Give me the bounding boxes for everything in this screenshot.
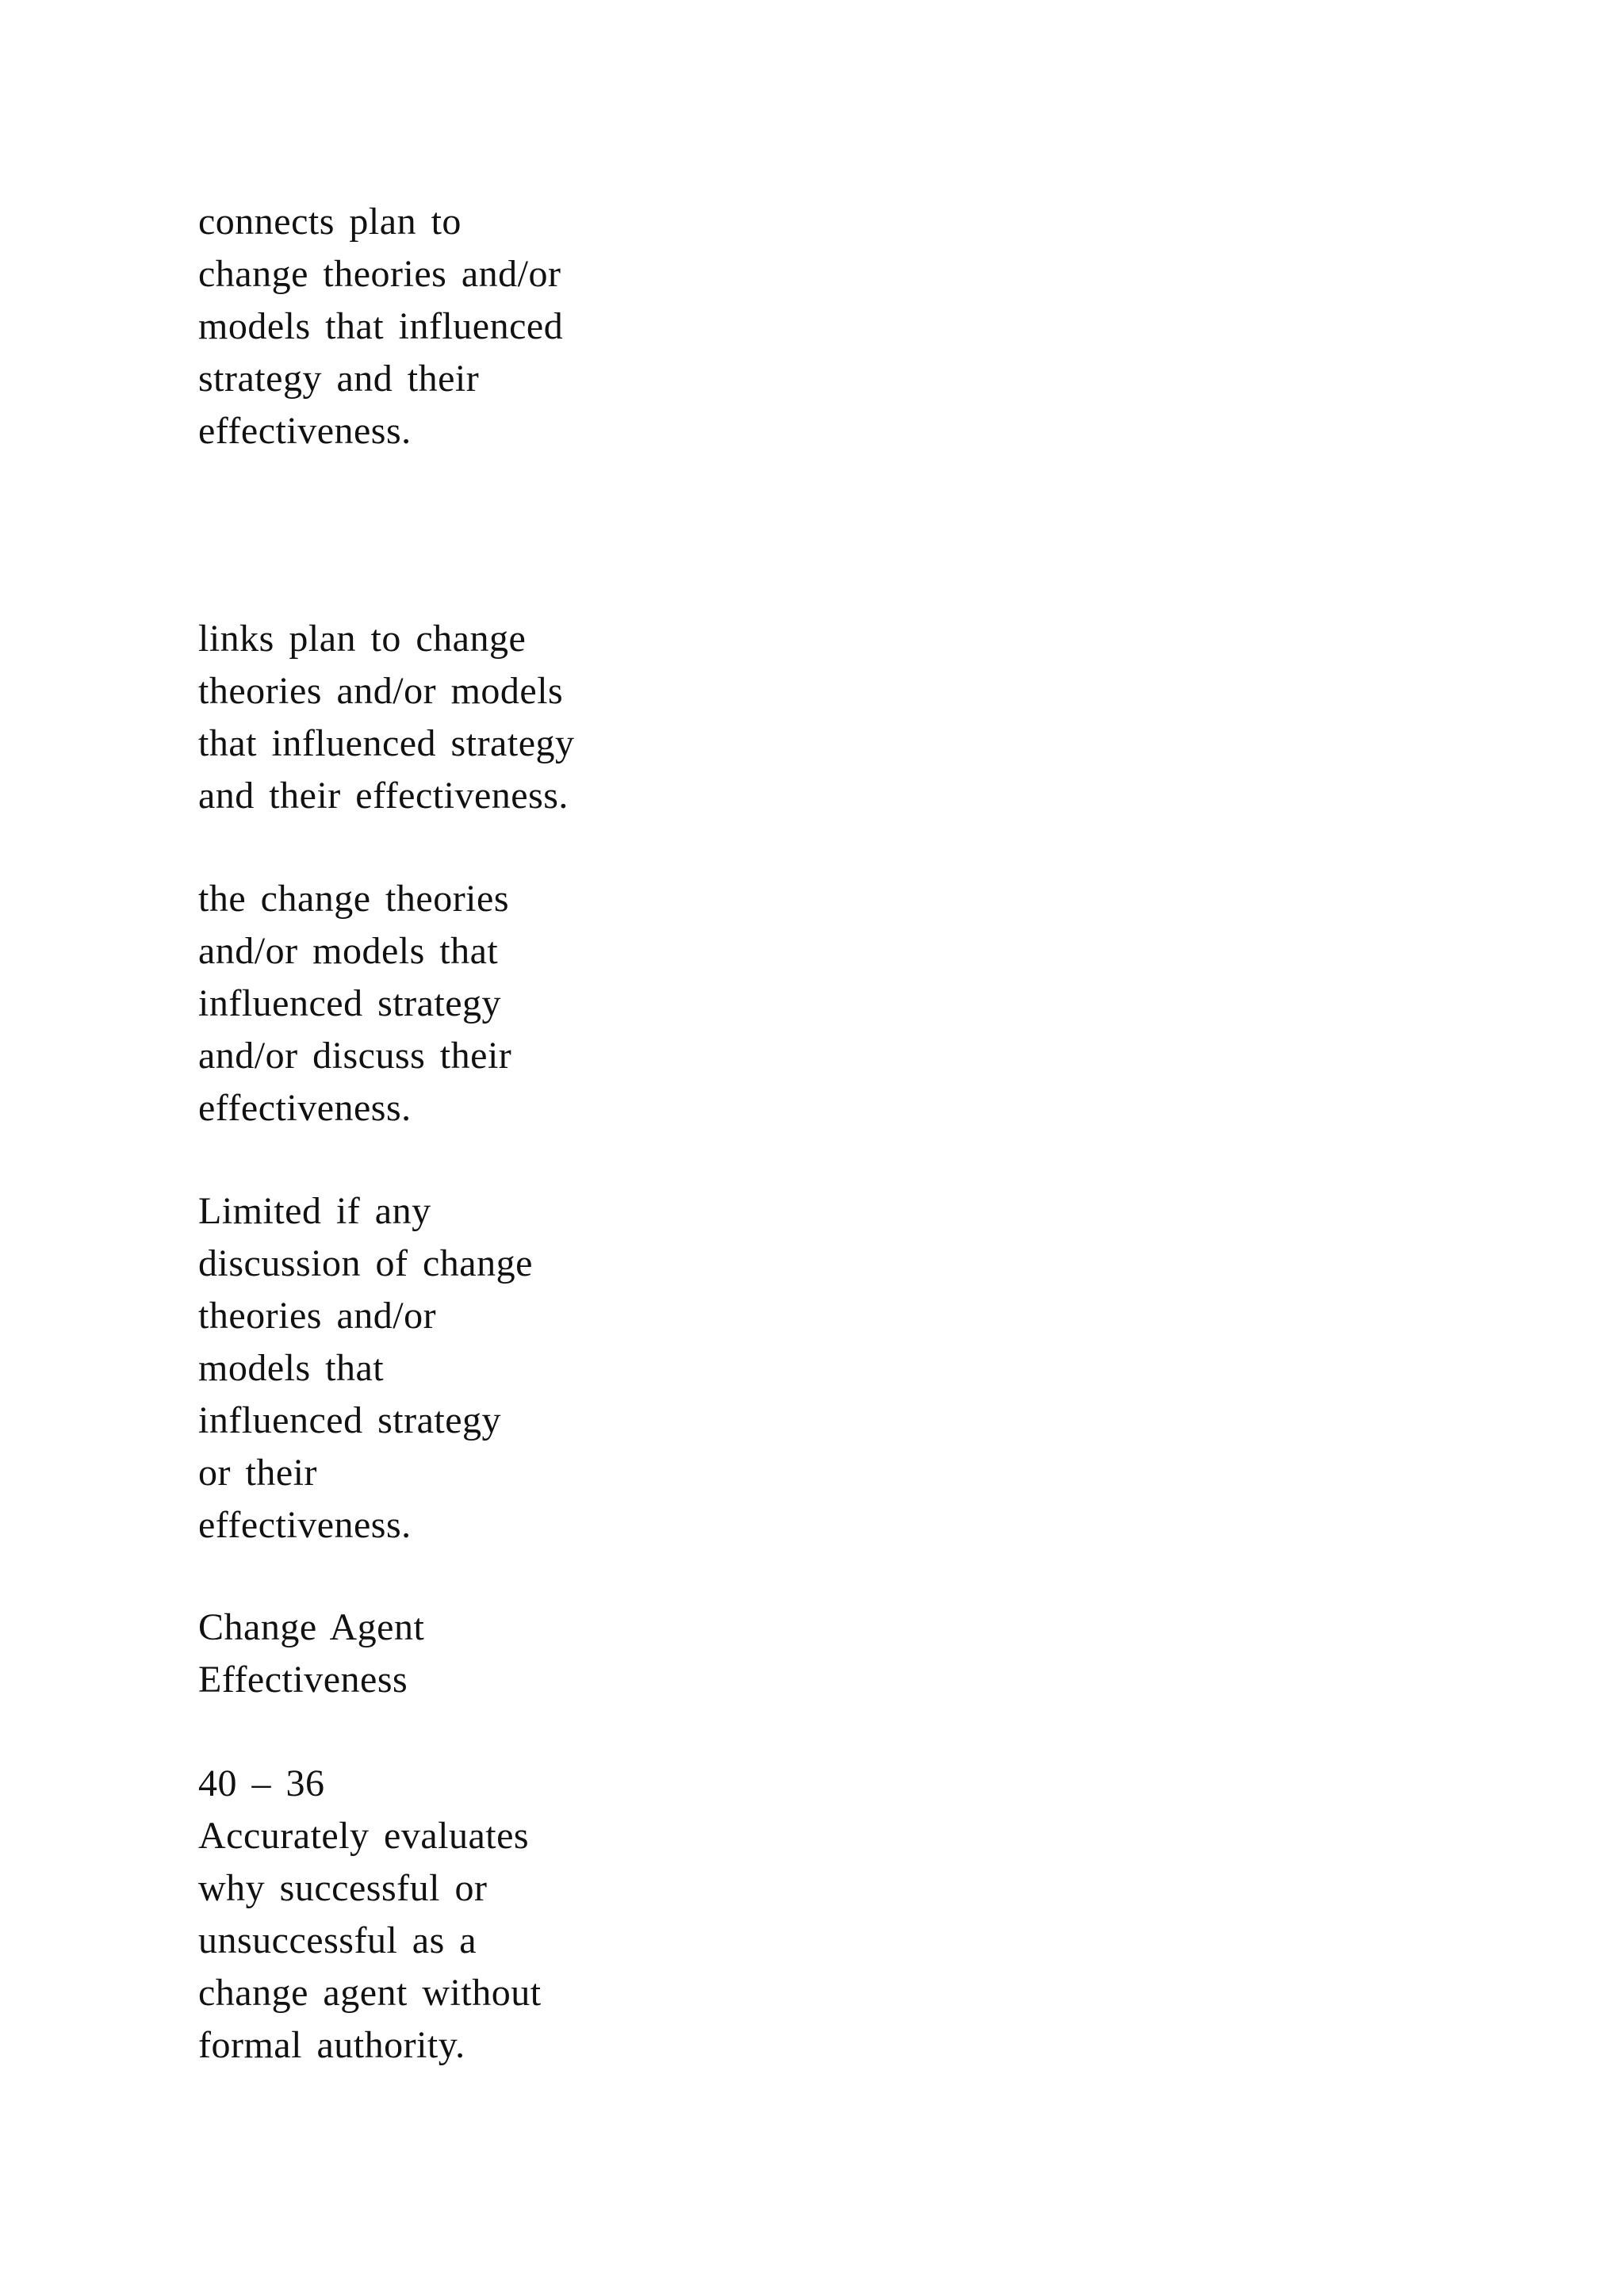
text-line: why successful or [198, 1867, 488, 1909]
text-line: models that [198, 1347, 385, 1389]
text-block-change-theories [198, 873, 912, 1135]
text-block-links-plan [198, 613, 912, 822]
text-line: influenced strategy [198, 1399, 502, 1441]
section-heading-change-agent [198, 1601, 912, 1706]
text-line: or their [198, 1452, 317, 1494]
text-line: change theories and/or [198, 253, 561, 295]
text-line: change agent without [198, 1972, 542, 2014]
text-line: unsuccessful as a [198, 1919, 477, 1961]
text-line: effectiveness. [198, 410, 412, 452]
score-range: 40 – 36 [198, 1762, 325, 1804]
text-line: connects plan to [198, 201, 462, 243]
text-line: formal authority. [198, 2024, 465, 2066]
text-line: effectiveness. [198, 1087, 412, 1129]
text-line: links plan to change [198, 618, 527, 660]
text-line: Effectiveness [198, 1659, 408, 1701]
text-line: that influenced strategy [198, 722, 575, 764]
text-line: influenced strategy [198, 982, 502, 1024]
text-line: Accurately evaluates [198, 1815, 530, 1857]
text-block-score-range [198, 1758, 912, 2072]
text-block-limited-discussion [198, 1185, 912, 1552]
text-line: Limited if any [198, 1190, 431, 1232]
text-line: and/or discuss their [198, 1035, 512, 1077]
text-line: discussion of change [198, 1242, 533, 1284]
text-line: theories and/or models [198, 670, 564, 712]
text-line: Change Agent [198, 1606, 425, 1648]
text-line: the change theories [198, 878, 509, 920]
text-line: theories and/or [198, 1295, 437, 1337]
text-line: models that influenced [198, 305, 564, 347]
text-line: effectiveness. [198, 1504, 412, 1546]
text-line: strategy and their [198, 358, 480, 400]
text-block-connects-plan [198, 196, 912, 457]
text-line: and their effectiveness. [198, 775, 569, 817]
text-line: and/or models that [198, 930, 499, 972]
